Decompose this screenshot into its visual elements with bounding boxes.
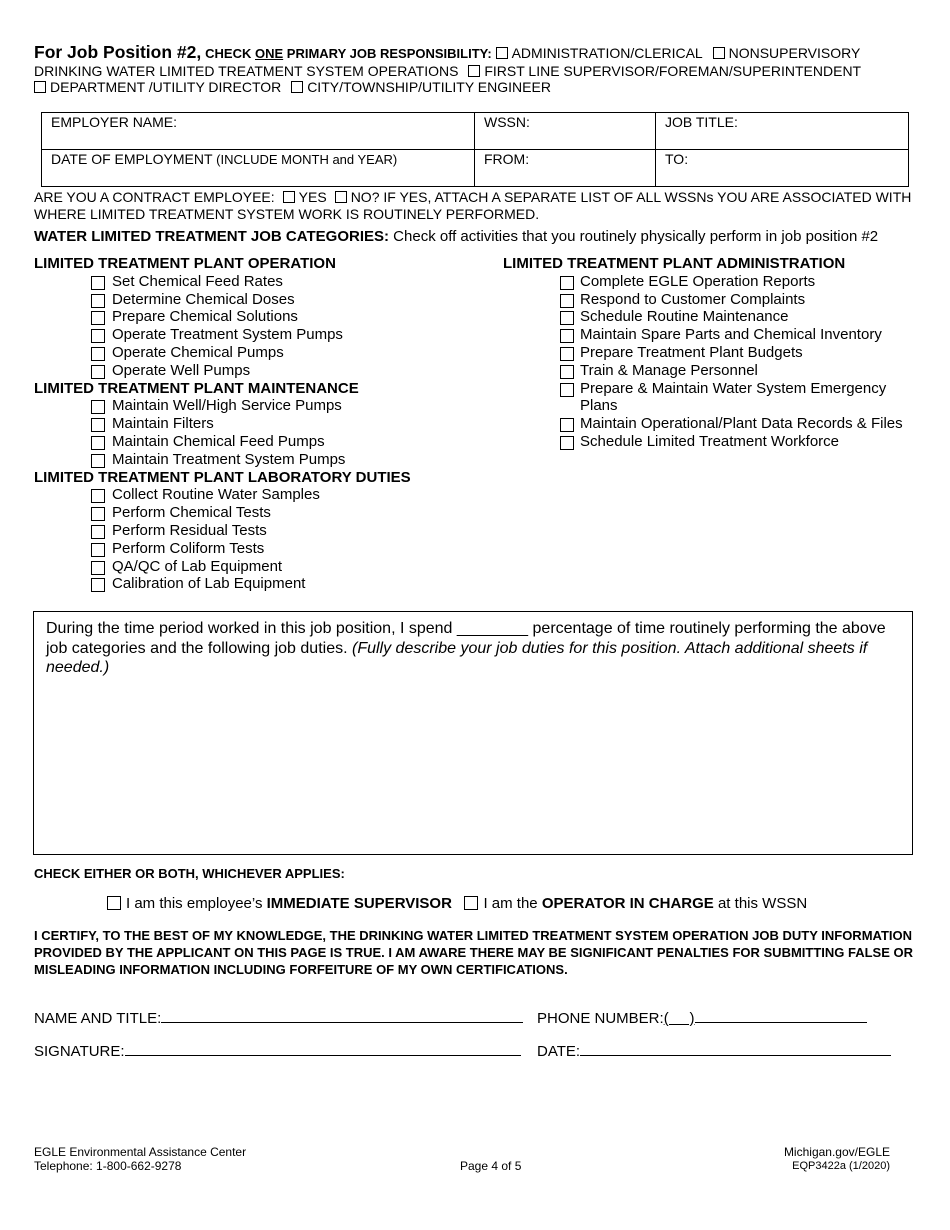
category-item[interactable]: Operate Well Pumps xyxy=(34,362,474,380)
checkbox[interactable] xyxy=(34,81,46,93)
category-item[interactable]: Perform Coliform Tests xyxy=(34,540,474,558)
checkbox[interactable] xyxy=(560,294,574,308)
category-item[interactable]: Determine Chemical Doses xyxy=(34,291,474,309)
page-title: For Job Position #2, xyxy=(34,42,202,62)
category-item[interactable]: Collect Routine Water Samples xyxy=(34,486,474,504)
checkbox[interactable] xyxy=(560,418,574,432)
checkbox[interactable] xyxy=(91,454,105,468)
category-item[interactable]: Calibration of Lab Equipment xyxy=(34,575,474,593)
checkbox[interactable] xyxy=(91,276,105,290)
immediate-supervisor-option[interactable]: I am this employee’s IMMEDIATE SUPERVISOR xyxy=(107,895,452,912)
operator-in-charge-option[interactable]: I am the OPERATOR IN CHARGE at this WSSN xyxy=(464,895,807,912)
section-title-administration: LIMITED TREATMENT PLANT ADMINISTRATION xyxy=(503,255,846,272)
checkbox[interactable] xyxy=(91,578,105,592)
option-first-line-supervisor[interactable]: FIRST LINE SUPERVISOR/FOREMAN/SUPERINTENDENT xyxy=(468,63,861,79)
checkbox[interactable] xyxy=(468,65,480,77)
checkbox[interactable] xyxy=(91,507,105,521)
category-item[interactable]: Prepare Treatment Plant Budgets xyxy=(503,344,923,362)
category-item[interactable]: Maintain Treatment System Pumps xyxy=(34,451,474,469)
option-city-engineer[interactable]: CITY/TOWNSHIP/UTILITY ENGINEER xyxy=(291,79,551,95)
checkbox[interactable] xyxy=(560,347,574,361)
checkbox[interactable] xyxy=(91,543,105,557)
right-categories-column xyxy=(503,255,923,451)
category-item[interactable]: Maintain Well/High Service Pumps xyxy=(34,397,474,415)
checkbox[interactable] xyxy=(560,436,574,450)
checkbox[interactable] xyxy=(91,436,105,450)
option-department-director[interactable]: DEPARTMENT /UTILITY DIRECTOR xyxy=(34,79,281,95)
checkbox[interactable] xyxy=(91,561,105,575)
job-categories-instruction: WATER LIMITED TREATMENT JOB CATEGORIES: Check off activities that you routinely physically perform in job position #2 xyxy=(34,228,879,245)
category-item[interactable]: Perform Chemical Tests xyxy=(34,504,474,522)
checkbox[interactable] xyxy=(560,383,574,397)
check-instruction: CHECK ONE PRIMARY JOB RESPONSIBILITY: xyxy=(205,46,492,61)
to-date-field[interactable]: TO: xyxy=(656,150,909,187)
checkbox[interactable] xyxy=(91,418,105,432)
section-title-operation: LIMITED TREATMENT PLANT OPERATION xyxy=(34,255,336,272)
checkbox[interactable] xyxy=(713,47,725,59)
section-title-maintenance: LIMITED TREATMENT PLANT MAINTENANCE xyxy=(34,379,359,397)
checkbox[interactable] xyxy=(560,311,574,325)
section-title-laboratory: LIMITED TREATMENT PLANT LABORATORY DUTIES xyxy=(34,468,411,486)
category-item[interactable]: Complete EGLE Operation Reports xyxy=(503,273,923,291)
job-duties-textbox[interactable]: During the time period worked in this job position, I spend ________ percentage of time routinely performing the above job categories and the following job duties. (Fully describe your job duties for this position. Attach additional sheets if needed.) xyxy=(33,611,913,855)
category-item[interactable]: Maintain Operational/Plant Data Records & Files xyxy=(503,415,923,433)
check-either-heading: CHECK EITHER OR BOTH, WHICHEVER APPLIES: xyxy=(34,866,345,881)
category-item[interactable]: Maintain Chemical Feed Pumps xyxy=(34,433,474,451)
employer-table xyxy=(41,112,909,187)
checkbox[interactable] xyxy=(496,47,508,59)
category-item[interactable]: Train & Manage Personnel xyxy=(503,362,923,380)
name-and-title-field[interactable]: NAME AND TITLE: xyxy=(34,1008,523,1027)
category-item[interactable]: Perform Residual Tests xyxy=(34,522,474,540)
signature-field[interactable]: SIGNATURE: xyxy=(34,1041,521,1060)
checkbox[interactable] xyxy=(91,329,105,343)
category-item[interactable]: QA/QC of Lab Equipment xyxy=(34,558,474,576)
checkbox[interactable] xyxy=(91,311,105,325)
page-number: Page 4 of 5 xyxy=(460,1159,522,1173)
operator-in-charge-checkbox[interactable] xyxy=(464,896,478,910)
option-admin-clerical[interactable]: ADMINISTRATION/CLERICAL xyxy=(496,45,703,61)
date-field[interactable]: DATE: xyxy=(537,1041,891,1060)
checkbox[interactable] xyxy=(91,489,105,503)
category-item[interactable]: Maintain Spare Parts and Chemical Inventory xyxy=(503,326,923,344)
category-item[interactable]: Schedule Limited Treatment Workforce xyxy=(503,433,923,451)
footer-right: Michigan.gov/EGLE EQP3422a (1/2020) xyxy=(783,1145,890,1172)
job-title-field[interactable]: JOB TITLE: xyxy=(656,113,909,150)
certification-statement: I CERTIFY, TO THE BEST OF MY KNOWLEDGE, THE DRINKING WATER LIMITED TREATMENT SYSTEM OPERATION JOB DUTY INFORMATION PROVIDED BY THE APPLICANT ON THIS PAGE IS TRUE. I AM AWARE THERE MAY BE SIGNIFICANT PENALTIES FOR SUBMITTING FALSE OR MISLEADING INFORMATION INCLUDING FORFEITURE OF MY OWN CERTIFICATIONS. xyxy=(34,928,914,977)
supervisor-options xyxy=(107,895,807,912)
category-item[interactable]: Operate Chemical Pumps xyxy=(34,344,474,362)
checkbox[interactable] xyxy=(291,81,303,93)
option-nonsupervisory[interactable]: NONSUPERVISORY DRINKING WATER LIMITED TREATMENT SYSTEM OPERATIONS xyxy=(34,45,861,79)
category-item[interactable]: Prepare & Maintain Water System Emergency Plans xyxy=(503,380,923,416)
wssn-field[interactable]: WSSN: xyxy=(475,113,656,150)
checkbox[interactable] xyxy=(560,276,574,290)
category-item[interactable]: Respond to Customer Complaints xyxy=(503,291,923,309)
contract-no-checkbox[interactable] xyxy=(335,191,347,203)
footer-left: EGLE Environmental Assistance Center Telephone: 1-800-662-9278 xyxy=(34,1145,247,1173)
category-item[interactable]: Maintain Filters xyxy=(34,415,474,433)
job-position-header xyxy=(34,44,924,96)
phone-number-field[interactable]: PHONE NUMBER:( ) xyxy=(537,1008,867,1027)
employer-name-field[interactable]: EMPLOYER NAME: xyxy=(42,113,475,150)
category-item[interactable]: Set Chemical Feed Rates xyxy=(34,273,474,291)
checkbox[interactable] xyxy=(91,294,105,308)
category-item[interactable]: Prepare Chemical Solutions xyxy=(34,308,474,326)
date-of-employment-field[interactable]: DATE OF EMPLOYMENT (INCLUDE MONTH and YEAR) xyxy=(42,150,475,187)
from-date-field[interactable]: FROM: xyxy=(475,150,656,187)
checkbox[interactable] xyxy=(560,365,574,379)
immediate-supervisor-checkbox[interactable] xyxy=(107,896,121,910)
category-item[interactable]: Operate Treatment System Pumps xyxy=(34,326,474,344)
checkbox[interactable] xyxy=(560,329,574,343)
category-item[interactable]: Schedule Routine Maintenance xyxy=(503,308,923,326)
contract-employee-question: ARE YOU A CONTRACT EMPLOYEE: YES NO? IF YES, ATTACH A SEPARATE LIST OF ALL WSSNs YOU ARE ASSOCIATED WITH WHERE LIMITED TREATMENT SYSTEM WORK IS ROUTINELY PERFORMED. xyxy=(34,189,912,222)
checkbox[interactable] xyxy=(91,400,105,414)
contract-yes-checkbox[interactable] xyxy=(283,191,295,203)
left-categories-column xyxy=(34,255,474,593)
checkbox[interactable] xyxy=(91,347,105,361)
checkbox[interactable] xyxy=(91,365,105,379)
checkbox[interactable] xyxy=(91,525,105,539)
